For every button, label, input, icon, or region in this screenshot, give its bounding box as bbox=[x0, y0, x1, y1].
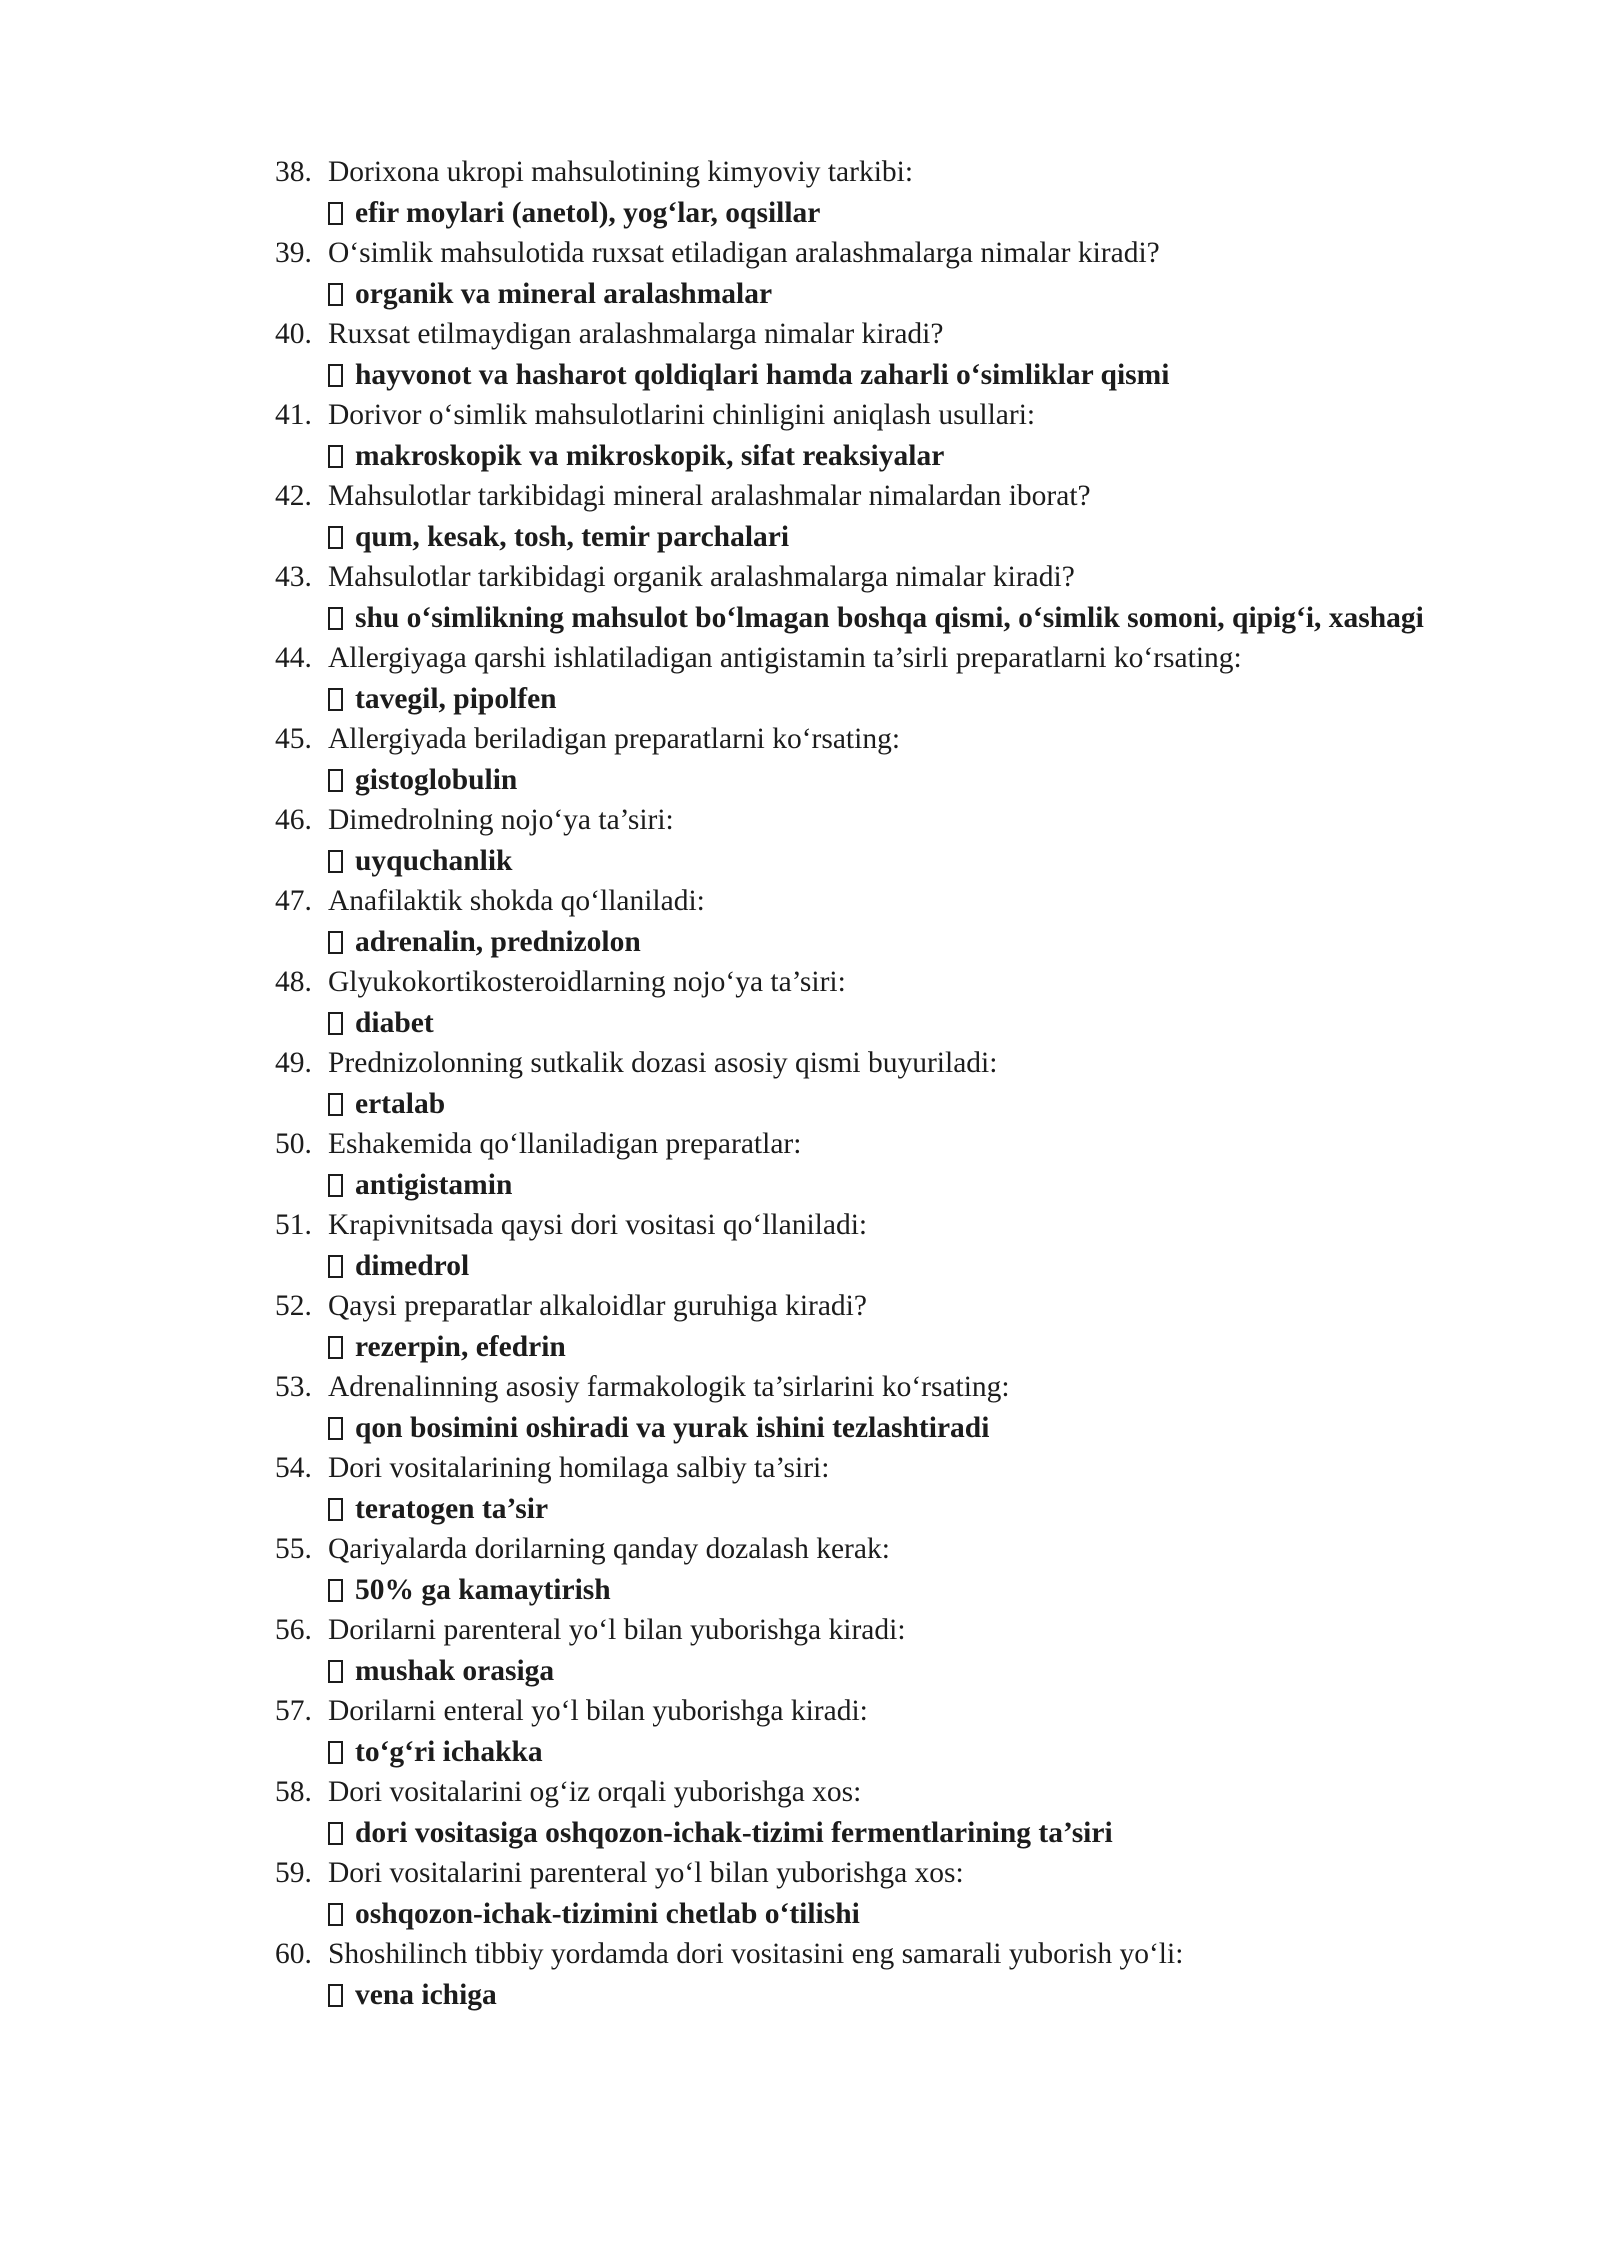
question bbox=[275, 557, 1425, 598]
answer-box-icon bbox=[328, 688, 343, 711]
question-number: 59. bbox=[275, 1857, 312, 1889]
question-text: Dorivor o‘simlik mahsulotlarini chinligini aniqlash usullari: bbox=[328, 399, 1036, 431]
question bbox=[275, 1529, 1425, 1570]
question-item-60 bbox=[275, 1934, 1425, 2015]
question-item-51 bbox=[275, 1205, 1425, 1286]
question-item-44 bbox=[275, 638, 1425, 719]
answer-box-icon bbox=[328, 202, 343, 225]
answer-box-icon bbox=[328, 1093, 343, 1116]
question-number: 60. bbox=[275, 1938, 312, 1970]
question-text: Allergiyaga qarshi ishlatiladigan antigistamin ta’sirli preparatlarni ko‘rsating: bbox=[328, 642, 1242, 674]
question-number: 41. bbox=[275, 399, 312, 431]
answer-box-icon bbox=[328, 769, 343, 792]
question-text: Dori vositalarining homilaga salbiy ta’siri: bbox=[328, 1452, 830, 1484]
question-item-52 bbox=[275, 1286, 1425, 1367]
question-number: 38. bbox=[275, 156, 312, 188]
question bbox=[275, 1853, 1425, 1894]
answer bbox=[275, 1651, 1425, 1691]
question-text: Qaysi preparatlar alkaloidlar guruhiga kiradi? bbox=[328, 1290, 867, 1322]
answer-box-icon bbox=[328, 1660, 343, 1683]
question-text: Dimedrolning nojo‘ya ta’siri: bbox=[328, 804, 674, 836]
answer-box-icon bbox=[328, 1336, 343, 1359]
question-text: Ruxsat etilmaydigan aralashmalarga nimalar kiradi? bbox=[328, 318, 944, 350]
answer bbox=[275, 1165, 1425, 1205]
answer-box-icon bbox=[328, 1012, 343, 1035]
answer bbox=[275, 760, 1425, 800]
question bbox=[275, 1448, 1425, 1489]
answer-box-icon bbox=[328, 850, 343, 873]
answer-text: dimedrol bbox=[355, 1250, 470, 1282]
answer-text: teratogen ta’sir bbox=[355, 1493, 549, 1525]
answer bbox=[275, 841, 1425, 881]
answer-text: organik va mineral aralashmalar bbox=[355, 278, 773, 310]
question-number: 49. bbox=[275, 1047, 312, 1079]
question-number: 56. bbox=[275, 1614, 312, 1646]
answer-text: uyquchanlik bbox=[355, 845, 513, 877]
answer bbox=[275, 436, 1425, 476]
question-text: Prednizolonning sutkalik dozasi asosiy qismi buyuriladi: bbox=[328, 1047, 998, 1079]
answer bbox=[275, 1408, 1425, 1448]
question-item-43 bbox=[275, 557, 1425, 638]
question bbox=[275, 1934, 1425, 1975]
answer-text: oshqozon-ichak-tizimini chetlab o‘tilishi bbox=[355, 1898, 860, 1930]
answer bbox=[275, 1003, 1425, 1043]
question-item-50 bbox=[275, 1124, 1425, 1205]
question-text: Adrenalinning asosiy farmakologik ta’sirlarini ko‘rsating: bbox=[328, 1371, 1010, 1403]
question-number: 54. bbox=[275, 1452, 312, 1484]
answer-text: diabet bbox=[355, 1007, 434, 1039]
answer-text: qon bosimini oshiradi va yurak ishini tezlashtiradi bbox=[355, 1412, 990, 1444]
answer-text: 50% ga kamaytirish bbox=[355, 1574, 611, 1606]
answer bbox=[275, 355, 1425, 395]
question bbox=[275, 1772, 1425, 1813]
question-text: Shoshilinch tibbiy yordamda dori vositasini eng samarali yuborish yo‘li: bbox=[328, 1938, 1184, 1970]
question-text: Dorilarni parenteral yo‘l bilan yuborishga kiradi: bbox=[328, 1614, 906, 1646]
question-number: 53. bbox=[275, 1371, 312, 1403]
answer-box-icon bbox=[328, 1984, 343, 2007]
question-number: 55. bbox=[275, 1533, 312, 1565]
question bbox=[275, 719, 1425, 760]
answer-box-icon bbox=[328, 1579, 343, 1602]
question-text: Allergiyada beriladigan preparatlarni ko‘rsating: bbox=[328, 723, 901, 755]
question bbox=[275, 1691, 1425, 1732]
answer bbox=[275, 1489, 1425, 1529]
answer-box-icon bbox=[328, 445, 343, 468]
question-item-49 bbox=[275, 1043, 1425, 1124]
answer-text: hayvonot va hasharot qoldiqlari hamda zaharli o‘simliklar qismi bbox=[355, 359, 1170, 391]
answer-box-icon bbox=[328, 283, 343, 306]
answer-text: antigistamin bbox=[355, 1169, 513, 1201]
answer-text: dori vositasiga oshqozon-ichak-tizimi fermentlarining ta’siri bbox=[355, 1817, 1113, 1849]
question bbox=[275, 638, 1425, 679]
answer bbox=[275, 193, 1425, 233]
answer-text: to‘g‘ri ichakka bbox=[355, 1736, 543, 1768]
answer bbox=[275, 1084, 1425, 1124]
question-number: 39. bbox=[275, 237, 312, 269]
question bbox=[275, 314, 1425, 355]
answer bbox=[275, 517, 1425, 557]
question-item-42 bbox=[275, 476, 1425, 557]
question-number: 57. bbox=[275, 1695, 312, 1727]
question-item-57 bbox=[275, 1691, 1425, 1772]
question-item-55 bbox=[275, 1529, 1425, 1610]
question bbox=[275, 152, 1425, 193]
answer bbox=[275, 1894, 1425, 1934]
question bbox=[275, 1367, 1425, 1408]
question-item-40 bbox=[275, 314, 1425, 395]
answer-text: adrenalin, prednizolon bbox=[355, 926, 641, 958]
answer bbox=[275, 598, 1425, 638]
answer-text: mushak orasiga bbox=[355, 1655, 555, 1687]
question-text: O‘simlik mahsulotida ruxsat etiladigan aralashmalarga nimalar kiradi? bbox=[328, 237, 1160, 269]
answer-text: ertalab bbox=[355, 1088, 446, 1120]
question-number: 48. bbox=[275, 966, 312, 998]
answer-text: makroskopik va mikroskopik, sifat reaksiyalar bbox=[355, 440, 945, 472]
question-item-39 bbox=[275, 233, 1425, 314]
answer bbox=[275, 1813, 1425, 1853]
answer bbox=[275, 274, 1425, 314]
question bbox=[275, 395, 1425, 436]
question-text: Dorixona ukropi mahsulotining kimyoviy tarkibi: bbox=[328, 156, 914, 188]
question-item-59 bbox=[275, 1853, 1425, 1934]
question-item-46 bbox=[275, 800, 1425, 881]
question-text: Anafilaktik shokda qo‘llaniladi: bbox=[328, 885, 705, 917]
question-number: 46. bbox=[275, 804, 312, 836]
question-number: 45. bbox=[275, 723, 312, 755]
question bbox=[275, 476, 1425, 517]
answer-text: efir moylari (anetol), yog‘lar, oqsillar bbox=[355, 197, 821, 229]
question-answer-list bbox=[275, 152, 1425, 2015]
question-number: 50. bbox=[275, 1128, 312, 1160]
question-item-53 bbox=[275, 1367, 1425, 1448]
question-item-48 bbox=[275, 962, 1425, 1043]
question-number: 47. bbox=[275, 885, 312, 917]
question bbox=[275, 962, 1425, 1003]
question bbox=[275, 881, 1425, 922]
answer bbox=[275, 1732, 1425, 1772]
question-number: 51. bbox=[275, 1209, 312, 1241]
answer-box-icon bbox=[328, 1741, 343, 1764]
question-number: 43. bbox=[275, 561, 312, 593]
answer-text: tavegil, pipolfen bbox=[355, 683, 557, 715]
answer bbox=[275, 922, 1425, 962]
answer-text: gistoglobulin bbox=[355, 764, 518, 796]
question-number: 44. bbox=[275, 642, 312, 674]
question-item-45 bbox=[275, 719, 1425, 800]
question-number: 40. bbox=[275, 318, 312, 350]
question-number: 58. bbox=[275, 1776, 312, 1808]
answer-text: qum, kesak, tosh, temir parchalari bbox=[355, 521, 790, 553]
question bbox=[275, 1043, 1425, 1084]
answer-box-icon bbox=[328, 1417, 343, 1440]
question-text: Mahsulotlar tarkibidagi mineral aralashmalar nimalardan iborat? bbox=[328, 480, 1091, 512]
answer bbox=[275, 1975, 1425, 2015]
answer-box-icon bbox=[328, 526, 343, 549]
question-item-47 bbox=[275, 881, 1425, 962]
answer-box-icon bbox=[328, 1174, 343, 1197]
question bbox=[275, 1205, 1425, 1246]
question bbox=[275, 800, 1425, 841]
answer-box-icon bbox=[328, 1903, 343, 1926]
question bbox=[275, 233, 1425, 274]
question-text: Glyukokortikosteroidlarning nojo‘ya ta’siri: bbox=[328, 966, 846, 998]
answer bbox=[275, 1570, 1425, 1610]
question-text: Krapivnitsada qaysi dori vositasi qo‘llaniladi: bbox=[328, 1209, 868, 1241]
question-item-56 bbox=[275, 1610, 1425, 1691]
answer-box-icon bbox=[328, 1255, 343, 1278]
question-item-54 bbox=[275, 1448, 1425, 1529]
question-text: Dori vositalarini parenteral yo‘l bilan yuborishga xos: bbox=[328, 1857, 964, 1889]
answer-text: vena ichiga bbox=[355, 1979, 497, 2011]
question-text: Dorilarni enteral yo‘l bilan yuborishga kiradi: bbox=[328, 1695, 868, 1727]
answer-text: shu o‘simlikning mahsulot bo‘lmagan boshqa qismi, o‘simlik somoni, qipig‘i, xashagi bbox=[355, 602, 1424, 634]
answer-text: rezerpin, efedrin bbox=[355, 1331, 566, 1363]
answer bbox=[275, 1246, 1425, 1286]
answer-box-icon bbox=[328, 1822, 343, 1845]
question-text: Dori vositalarini og‘iz orqali yuborishga xos: bbox=[328, 1776, 862, 1808]
question bbox=[275, 1286, 1425, 1327]
answer bbox=[275, 1327, 1425, 1367]
question bbox=[275, 1610, 1425, 1651]
answer-box-icon bbox=[328, 607, 343, 630]
question-number: 42. bbox=[275, 480, 312, 512]
question-text: Eshakemida qo‘llaniladigan preparatlar: bbox=[328, 1128, 802, 1160]
answer-box-icon bbox=[328, 364, 343, 387]
question-text: Qariyalarda dorilarning qanday dozalash kerak: bbox=[328, 1533, 890, 1565]
question-item-38 bbox=[275, 152, 1425, 233]
question-number: 52. bbox=[275, 1290, 312, 1322]
answer bbox=[275, 679, 1425, 719]
answer-box-icon bbox=[328, 931, 343, 954]
question bbox=[275, 1124, 1425, 1165]
question-item-41 bbox=[275, 395, 1425, 476]
question-item-58 bbox=[275, 1772, 1425, 1853]
question-text: Mahsulotlar tarkibidagi organik aralashmalarga nimalar kiradi? bbox=[328, 561, 1075, 593]
answer-box-icon bbox=[328, 1498, 343, 1521]
